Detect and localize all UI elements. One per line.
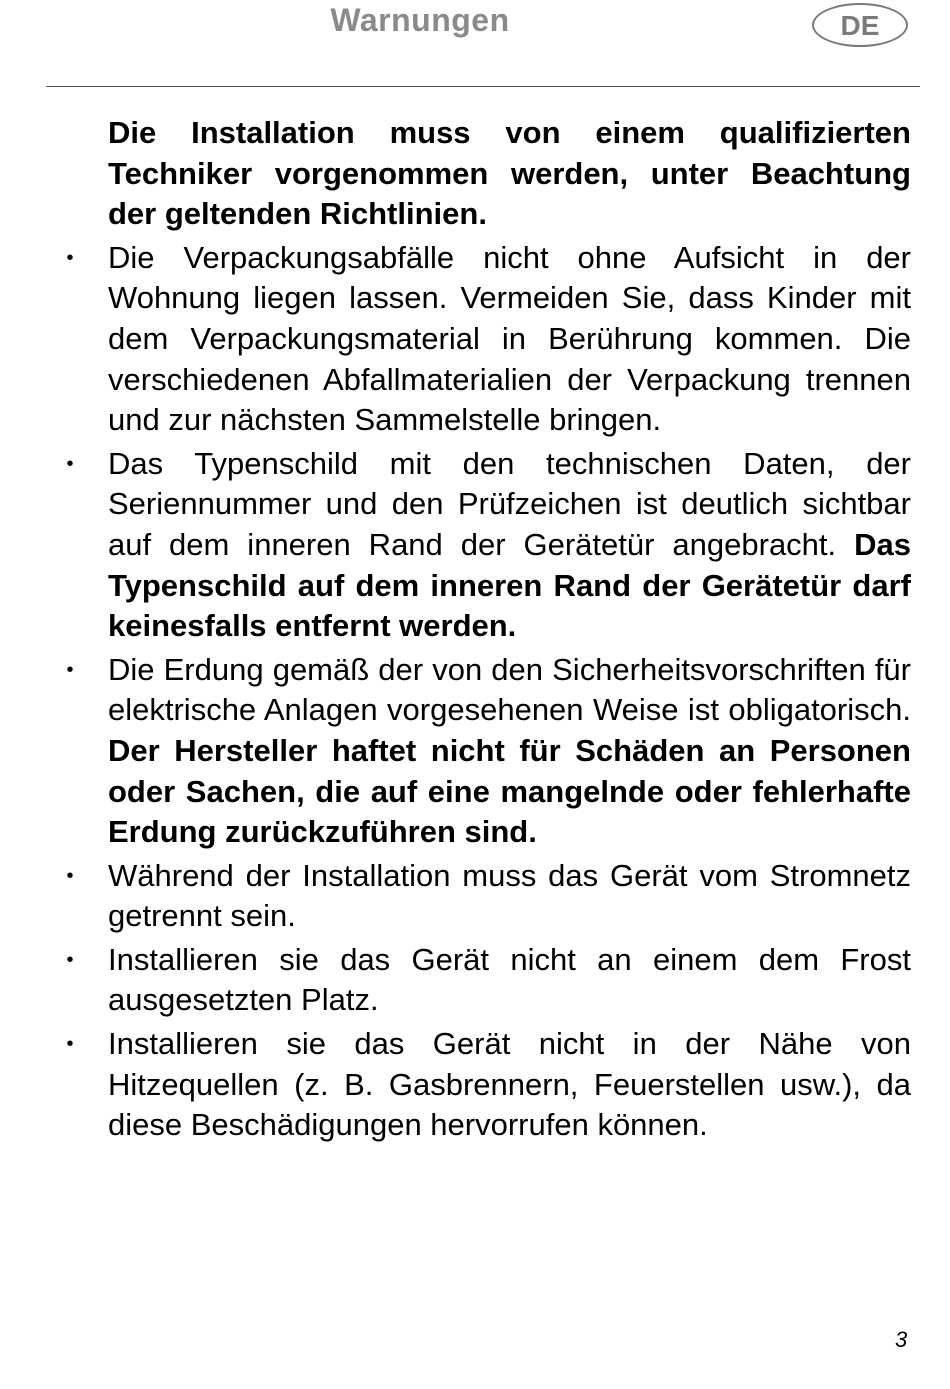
warnings-content (66, 113, 911, 1149)
list-item-text: Die Verpackungsabfälle nicht ohne Aufsicht in der Wohnung liegen lassen. Vermeiden Sie, dass Kinder mit dem Verpackungsmaterial in Berührung kommen. Die verschiedenen Abfallmaterialien der Verpackung trennen und zur nächsten Sammelstelle bringen. (108, 239, 911, 438)
bullet-icon: • (66, 246, 74, 269)
list-item-text: Während der Installation muss das Gerät vom Stromnetz getrennt sein. (108, 857, 911, 934)
list-item (66, 238, 911, 441)
list-item-text: Das Typenschild mit den technischen Daten, der Seriennummer und den Prüfzeichen ist deutlich sichtbar auf dem inneren Rand der Gerätetür angebracht. (108, 445, 911, 562)
list-item (66, 1024, 911, 1146)
bullet-icon: • (66, 452, 74, 475)
list-item-text: Die Erdung gemäß der von den Sicherheitsvorschriften für elektrische Anlagen vorgesehenen Weise ist obligatorisch. (108, 651, 911, 728)
bullet-icon: • (66, 864, 74, 887)
list-item-text: Installieren sie das Gerät nicht an einem dem Frost ausgesetzten Platz. (108, 941, 911, 1018)
bullet-icon: • (66, 658, 74, 681)
list-item (66, 650, 911, 853)
language-badge: DE (812, 3, 908, 47)
page-title: Warnungen (330, 2, 510, 38)
list-item (66, 856, 911, 937)
header-divider (46, 86, 920, 87)
page-number: 3 (895, 1327, 908, 1352)
list-item-bold-text: Das Typenschild auf dem inneren Rand der Gerätetür darf keinesfalls entfernt werden. (108, 526, 911, 644)
bullet-icon: • (66, 1033, 74, 1056)
list-item (66, 444, 911, 647)
bullet-icon: • (66, 948, 74, 971)
list-item (66, 940, 911, 1021)
list-item-bold-text: Der Hersteller haftet nicht für Schäden an Personen oder Sachen, die auf eine mangelnde oder fehlerhafte Erdung zurückzuführen sind. (108, 732, 911, 850)
intro-warning: Die Installation muss von einem qualifizierten Techniker vorgenommen werden, unter Beachtung der geltenden Richtlinien. (108, 115, 911, 232)
list-item-text: Installieren sie das Gerät nicht in der Nähe von Hitzequellen (z. B. Gasbrennern, Feuerstellen usw.), da diese Beschädigungen hervorrufen können. (108, 1026, 911, 1143)
